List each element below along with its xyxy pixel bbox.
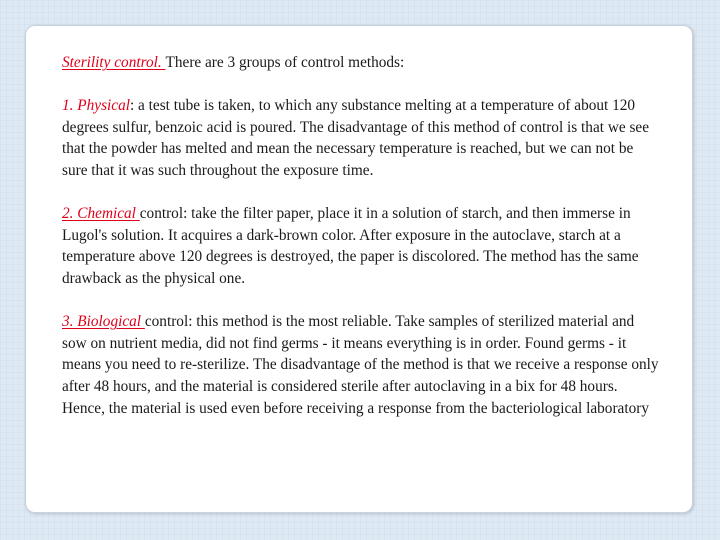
slide-content bbox=[62, 52, 662, 419]
physical-paragraph bbox=[62, 95, 662, 181]
biological-label: 3. Biological bbox=[62, 313, 145, 331]
intro-paragraph bbox=[62, 52, 662, 74]
sterility-control-heading: Sterility control. bbox=[62, 54, 166, 71]
intro-text: There are 3 groups of control methods: bbox=[165, 54, 405, 71]
slide-card bbox=[25, 25, 693, 513]
chemical-label: 2. Chemical bbox=[62, 205, 140, 223]
biological-paragraph bbox=[62, 311, 662, 419]
chemical-text: control: take the filter paper, place it in a solution of starch, and then immerse in Lugol's solution. It acquires a dark-brown color. After exposure in the autoclave, starch at a temperature above 120 degrees is destroyed, the paper is discolored. The method has the same drawback as the physical one. bbox=[62, 205, 639, 287]
chemical-paragraph bbox=[62, 203, 662, 289]
physical-label: 1. Physical bbox=[62, 97, 130, 115]
biological-text: control: this method is the most reliable. Take samples of sterilized material and sow on nutrient media, did not find germs - it means everything is in order. Found germs - it means you need to re-sterilize. The disadvantage of the method is that we receive a response only after 48 hours, and the material is considered sterile after autoclaving in a bix for 48 hours. Hence, the material is used even before receiving a response from the bacteriological laboratory bbox=[62, 313, 659, 417]
physical-text: : a test tube is taken, to which any substance melting at a temperature of about 120 degrees sulfur, benzoic acid is poured. The disadvantage of this method of control is that we see that the powder has melted and mean the necessary temperature is reached, but we can not be sure that it was such throughout the exposure time. bbox=[62, 97, 650, 179]
